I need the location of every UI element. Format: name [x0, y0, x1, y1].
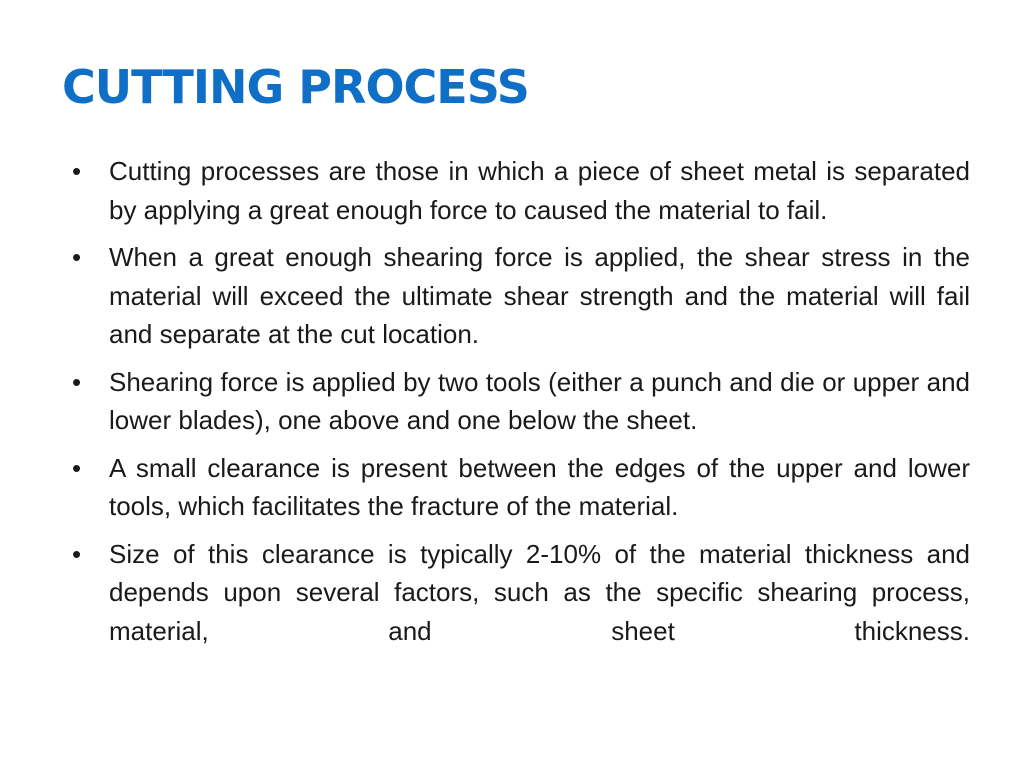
bullet-text: A small clearance is present between the edges of the upper and lower tools, which facilitates the fracture of the material.	[109, 452, 970, 521]
bullet-text: Size of this clearance is typically 2-10% of the material thickness and depends upon several factors, such as the specific shearing process, material, and sheet thickness.	[109, 538, 970, 646]
bullet-dot-icon: •	[72, 156, 82, 186]
bullet-dot-icon: •	[72, 366, 82, 397]
bullet-item	[72, 363, 970, 440]
bullet-item	[72, 535, 970, 651]
bullet-dot-icon: •	[72, 538, 82, 569]
bullet-item	[72, 152, 970, 229]
bullet-item	[72, 449, 970, 526]
bullet-dot-icon: •	[72, 452, 82, 483]
bullet-text: Shearing force is applied by two tools (either a punch and die or upper and lower blades), one above and one below the sheet.	[109, 366, 970, 435]
bullet-dot-icon: •	[72, 242, 82, 272]
bullet-text: Cutting processes are those in which a piece of sheet metal is separated by applying a great enough force to caused the material to fail.	[109, 156, 970, 225]
bullet-text: When a great enough shearing force is applied, the shear stress in the material will exceed the ultimate shear strength and the material will fail and separate at the cut location.	[109, 242, 970, 349]
bullet-list	[72, 152, 970, 659]
bullet-item	[72, 238, 970, 354]
slide-title: CUTTING PROCESS	[62, 60, 529, 114]
